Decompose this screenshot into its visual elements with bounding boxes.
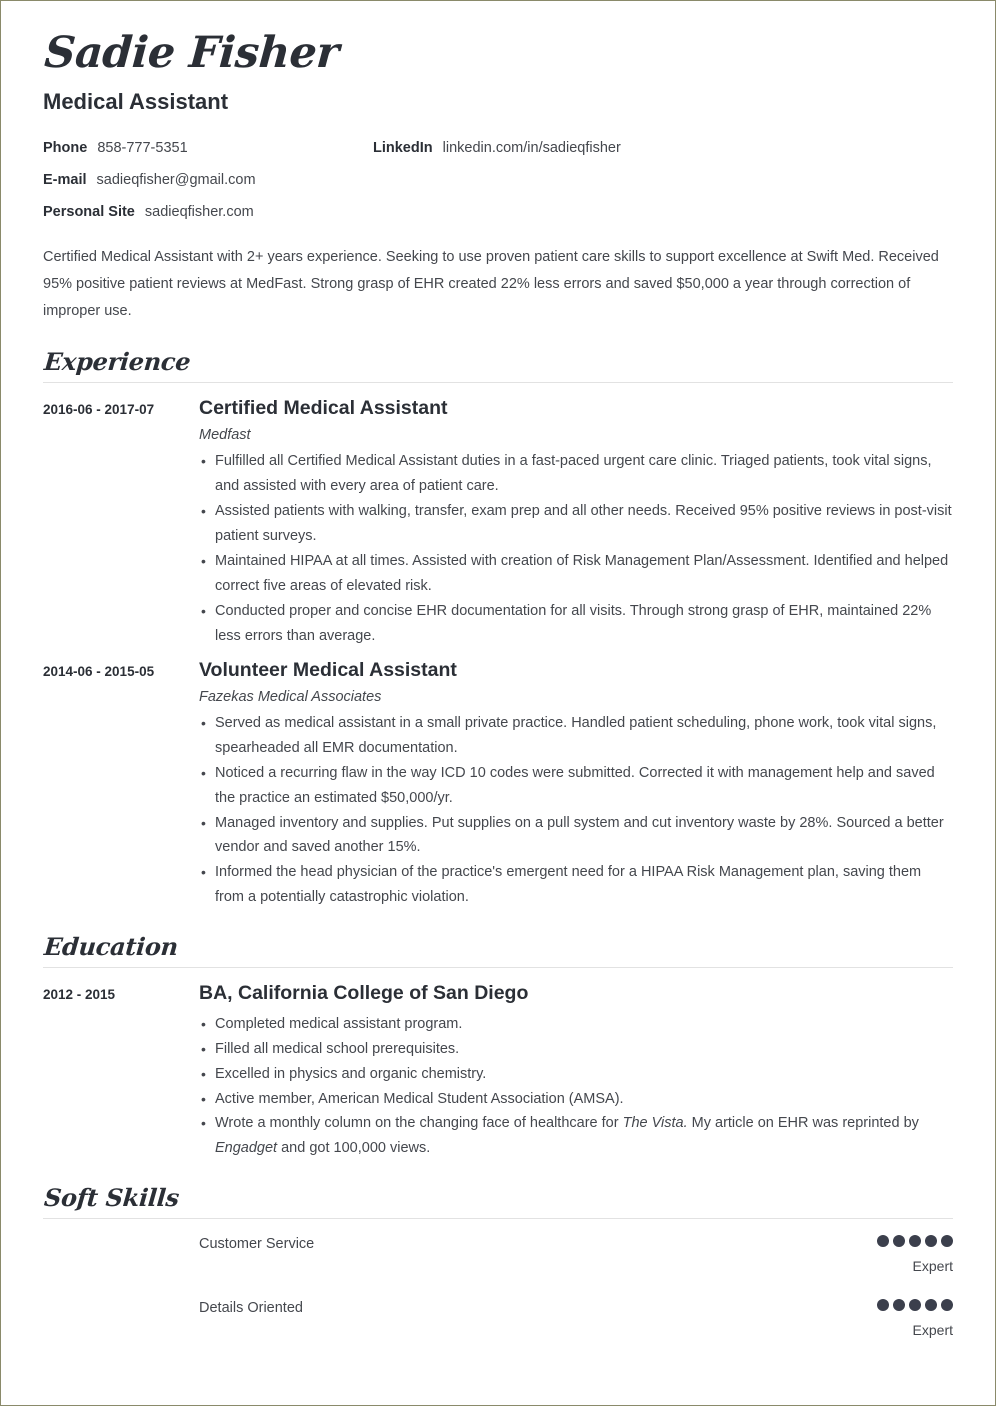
section-divider-soft-skills bbox=[43, 1218, 953, 1219]
bullet-item: • Served as medical assistant in a small private practice. Handled patient scheduling, phone work, took vital signs, spearheaded all EMR documentation. bbox=[199, 711, 953, 761]
bullet-item: • Noticed a recurring flaw in the way ICD 10 codes were submitted. Corrected it with management help and saved the practice an estimated $50,000/yr. bbox=[199, 761, 953, 811]
entry-bullet-list bbox=[199, 711, 953, 911]
rating-dot bbox=[893, 1235, 905, 1247]
entry-body bbox=[199, 659, 953, 911]
resume-page bbox=[1, 1, 995, 1405]
bullet-item: • Managed inventory and supplies. Put supplies on a pull system and cut inventory waste by 28%. Sourced a better vendor and saved another 15%. bbox=[199, 811, 953, 861]
skill-rating bbox=[857, 1297, 953, 1339]
skill-row bbox=[43, 1297, 953, 1339]
education-entry bbox=[43, 982, 953, 1161]
entry-body bbox=[199, 397, 953, 649]
bullet-item: • Conducted proper and concise EHR documentation for all visits. Through strong grasp of EHR, maintained 22% less errors than average. bbox=[199, 599, 953, 649]
contact-label-phone: Phone bbox=[43, 140, 88, 157]
bullet-item: • Excelled in physics and organic chemistry. bbox=[199, 1062, 953, 1087]
entry-title: Volunteer Medical Assistant bbox=[199, 658, 457, 681]
skill-rating bbox=[857, 1233, 953, 1275]
skill-name: Customer Service bbox=[199, 1236, 315, 1253]
rating-dot bbox=[909, 1235, 921, 1247]
rating-dot bbox=[877, 1235, 889, 1247]
rating-dot bbox=[925, 1235, 937, 1247]
skill-rating-dots bbox=[857, 1233, 953, 1249]
skill-rating-dots bbox=[857, 1297, 953, 1313]
rating-dot bbox=[941, 1235, 953, 1247]
experience-entry bbox=[43, 397, 953, 649]
bullet-item: • Maintained HIPAA at all times. Assisted with creation of Risk Management Plan/Assessment. Identified and helped correct five areas of elevated risk. bbox=[199, 549, 953, 599]
rating-dot bbox=[941, 1299, 953, 1311]
contact-label-email: E-mail bbox=[43, 172, 87, 189]
section-experience bbox=[43, 347, 953, 911]
entry-title: BA, California College of San Diego bbox=[199, 982, 529, 1005]
bullet-item: • Filled all medical school prerequisites. bbox=[199, 1037, 953, 1062]
bullet-item: • Active member, American Medical Student Association (AMSA). bbox=[199, 1087, 953, 1112]
entry-bullet-list bbox=[199, 449, 953, 649]
candidate-job-title: Medical Assistant bbox=[43, 89, 229, 115]
contact-row-email bbox=[43, 172, 953, 190]
entry-organization: Medfast bbox=[199, 427, 251, 444]
section-soft-skills bbox=[43, 1183, 953, 1339]
contact-details bbox=[43, 140, 953, 222]
resume-header bbox=[42, 28, 953, 325]
rating-dot bbox=[877, 1299, 889, 1311]
contact-value-linkedin[interactable]: linkedin.com/in/sadieqfisher bbox=[442, 140, 621, 157]
contact-row-personal-site bbox=[43, 204, 953, 222]
skill-name: Details Oriented bbox=[199, 1300, 303, 1317]
experience-entry bbox=[43, 659, 953, 911]
rating-dot bbox=[909, 1299, 921, 1311]
contact-label-personal-site: Personal Site bbox=[43, 204, 135, 221]
entry-bullet-list bbox=[199, 1012, 953, 1162]
bullet-item: • Informed the head physician of the practice's emergent need for a HIPAA Risk Management plan, saving them from a potentially catastrophic violation. bbox=[199, 860, 953, 910]
contact-value-phone[interactable]: 858-777-5351 bbox=[97, 140, 188, 157]
entry-date: 2016-06 - 2017-07 bbox=[43, 401, 155, 417]
contact-row-linkedin bbox=[373, 140, 621, 156]
skill-level-label: Expert bbox=[912, 1258, 953, 1275]
section-heading-soft-skills: Soft Skills bbox=[43, 1183, 181, 1213]
bullet-item: • Fulfilled all Certified Medical Assistant duties in a fast-paced urgent care clinic. Triaged patients, took vital signs, and assisted with every area of patient care. bbox=[199, 449, 953, 499]
entry-organization: Fazekas Medical Associates bbox=[199, 688, 382, 705]
section-heading-education: Education bbox=[43, 932, 180, 962]
skill-level-label: Expert bbox=[912, 1322, 953, 1339]
rating-dot bbox=[925, 1299, 937, 1311]
bullet-item: • Assisted patients with walking, transfer, exam prep and all other needs. Received 95% positive reviews in post-visit patient surveys. bbox=[199, 499, 953, 549]
entry-date: 2012 - 2015 bbox=[43, 987, 116, 1003]
professional-summary: Certified Medical Assistant with 2+ years experience. Seeking to use proven patient care skills to support excellence at Swift Med. Received 95% positive patient reviews at MedFast. Strong grasp of EHR created 22% less errors and saved $50,000 a year through correction of improper use. bbox=[43, 249, 939, 319]
bullet-item: • Completed medical assistant program. bbox=[199, 1012, 953, 1037]
bullet-item-with-italics: • Wrote a monthly column on the changing face of healthcare for The Vista. My article on EHR was reprinted by Engadget and got 100,000 views. bbox=[199, 1111, 953, 1161]
entry-date: 2014-06 - 2015-05 bbox=[43, 663, 155, 679]
entry-title: Certified Medical Assistant bbox=[199, 396, 448, 419]
contact-value-personal-site[interactable]: sadieqfisher.com bbox=[144, 204, 254, 221]
candidate-name: Sadie Fisher bbox=[42, 28, 341, 78]
contact-value-email[interactable]: sadieqfisher@gmail.com bbox=[96, 172, 256, 189]
entry-body bbox=[199, 982, 953, 1161]
section-divider-experience bbox=[43, 382, 953, 383]
section-education bbox=[43, 932, 953, 1161]
section-divider-education bbox=[43, 967, 953, 968]
contact-label-linkedin: LinkedIn bbox=[373, 140, 433, 157]
rating-dot bbox=[893, 1299, 905, 1311]
skill-row bbox=[43, 1233, 953, 1275]
section-heading-experience: Experience bbox=[43, 346, 192, 376]
